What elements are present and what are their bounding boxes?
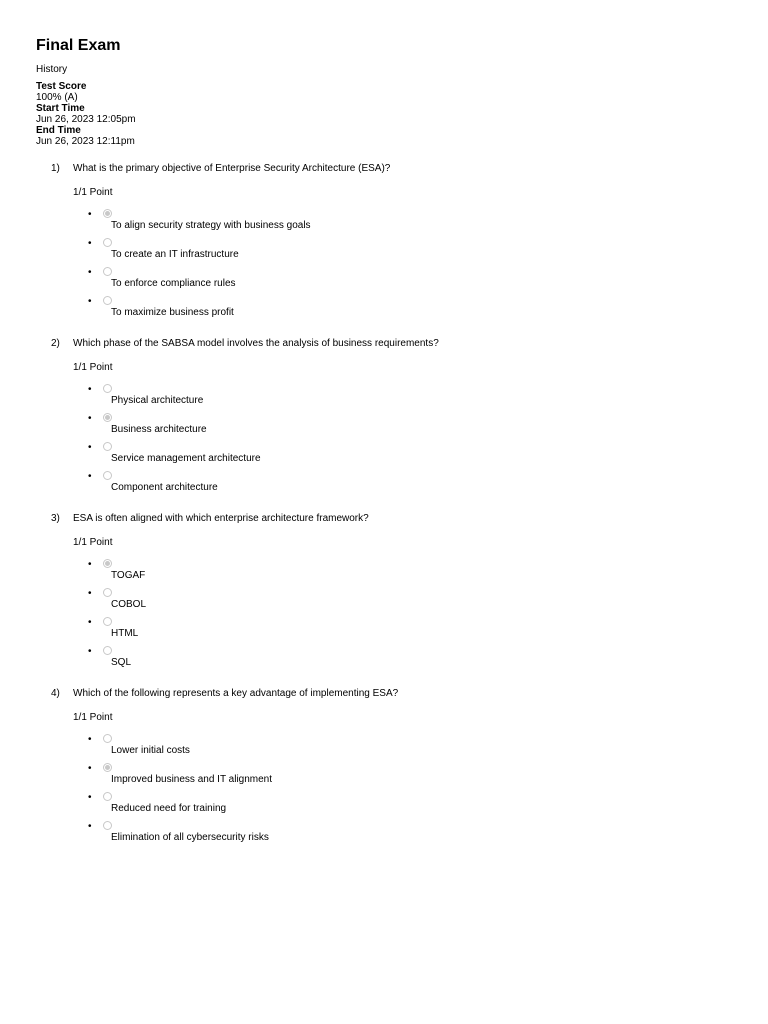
exam-meta [36,81,736,147]
answer-option-label: HTML [111,628,139,639]
bullet-icon: • [88,296,92,307]
question-list [36,162,736,850]
radio-button[interactable] [103,296,112,305]
answer-options [36,209,736,325]
radio-button[interactable] [103,617,112,626]
radio-button-selected[interactable] [103,413,112,422]
question-2 [36,337,736,500]
bullet-icon: • [88,471,92,482]
answer-option-label: Business architecture [111,424,207,435]
bullet-icon: • [88,442,92,453]
bullet-icon: • [88,413,92,424]
answer-options [36,734,736,850]
question-header [36,687,736,701]
bullet-icon: • [88,238,92,249]
radio-button[interactable] [103,792,112,801]
question-text: What is the primary objective of Enterprise Security Architecture (ESA)? [73,163,391,174]
answer-option [36,646,736,675]
question-text: ESA is often aligned with which enterprise architecture framework? [73,513,369,524]
answer-option [36,442,736,471]
end-time-value: Jun 26, 2023 12:11pm [36,136,135,147]
answer-option-label: Component architecture [111,482,218,493]
answer-option-label: Reduced need for training [111,803,227,814]
question-header [36,162,736,176]
question-number: 4) [51,688,60,699]
question-points: 1/1 Point [73,537,113,548]
radio-button-selected[interactable] [103,763,112,772]
exam-results-page [36,36,736,862]
bullet-icon: • [88,267,92,278]
question-points: 1/1 Point [73,187,113,198]
answer-options [36,559,736,675]
exam-subject: History [36,64,68,75]
answer-option [36,413,736,442]
answer-option [36,384,736,413]
bullet-icon: • [88,734,92,745]
question-text: Which of the following represents a key advantage of implementing ESA? [73,688,399,699]
question-number: 1) [51,163,60,174]
start-time-label: Start Time [36,103,85,114]
question-points: 1/1 Point [73,712,113,723]
bullet-icon: • [88,384,92,395]
answer-option [36,617,736,646]
answer-option [36,588,736,617]
radio-button[interactable] [103,734,112,743]
test-score-value: 100% (A) [36,92,78,103]
radio-button[interactable] [103,238,112,247]
radio-button-selected[interactable] [103,559,112,568]
bullet-icon: • [88,588,92,599]
start-time-value: Jun 26, 2023 12:05pm [36,114,136,125]
answer-option [36,209,736,238]
answer-option [36,471,736,500]
answer-option [36,734,736,763]
test-score-label: Test Score [36,81,87,92]
answer-option [36,296,736,325]
bullet-icon: • [88,209,92,220]
bullet-icon: • [88,646,92,657]
radio-button[interactable] [103,471,112,480]
answer-option-label: To enforce compliance rules [111,278,236,289]
answer-option-label: Physical architecture [111,395,204,406]
answer-option-label: SQL [111,657,132,668]
answer-option [36,267,736,296]
bullet-icon: • [88,763,92,774]
question-header [36,337,736,351]
answer-option [36,238,736,267]
answer-option-label: To maximize business profit [111,307,234,318]
radio-button-selected[interactable] [103,209,112,218]
answer-options [36,384,736,500]
radio-button[interactable] [103,442,112,451]
answer-option [36,821,736,850]
answer-option [36,763,736,792]
question-header [36,512,736,526]
answer-option-label: TOGAF [111,570,146,581]
answer-option [36,792,736,821]
page-title: Final Exam [36,37,121,54]
bullet-icon: • [88,792,92,803]
answer-option-label: Improved business and IT alignment [111,774,273,785]
bullet-icon: • [88,821,92,832]
question-4 [36,687,736,850]
question-text: Which phase of the SABSA model involves the analysis of business requirements? [73,338,439,349]
question-points: 1/1 Point [73,362,113,373]
bullet-icon: • [88,559,92,570]
question-number: 3) [51,513,60,524]
answer-option-label: Service management architecture [111,453,261,464]
question-1 [36,162,736,325]
radio-button[interactable] [103,384,112,393]
end-time-label: End Time [36,125,81,136]
radio-button[interactable] [103,267,112,276]
answer-option [36,559,736,588]
answer-option-label: Elimination of all cybersecurity risks [111,832,269,843]
answer-option-label: COBOL [111,599,147,610]
bullet-icon: • [88,617,92,628]
answer-option-label: To create an IT infrastructure [111,249,239,260]
answer-option-label: To align security strategy with business goals [111,220,311,231]
answer-option-label: Lower initial costs [111,745,190,756]
radio-button[interactable] [103,588,112,597]
radio-button[interactable] [103,646,112,655]
question-number: 2) [51,338,60,349]
question-3 [36,512,736,675]
radio-button[interactable] [103,821,112,830]
